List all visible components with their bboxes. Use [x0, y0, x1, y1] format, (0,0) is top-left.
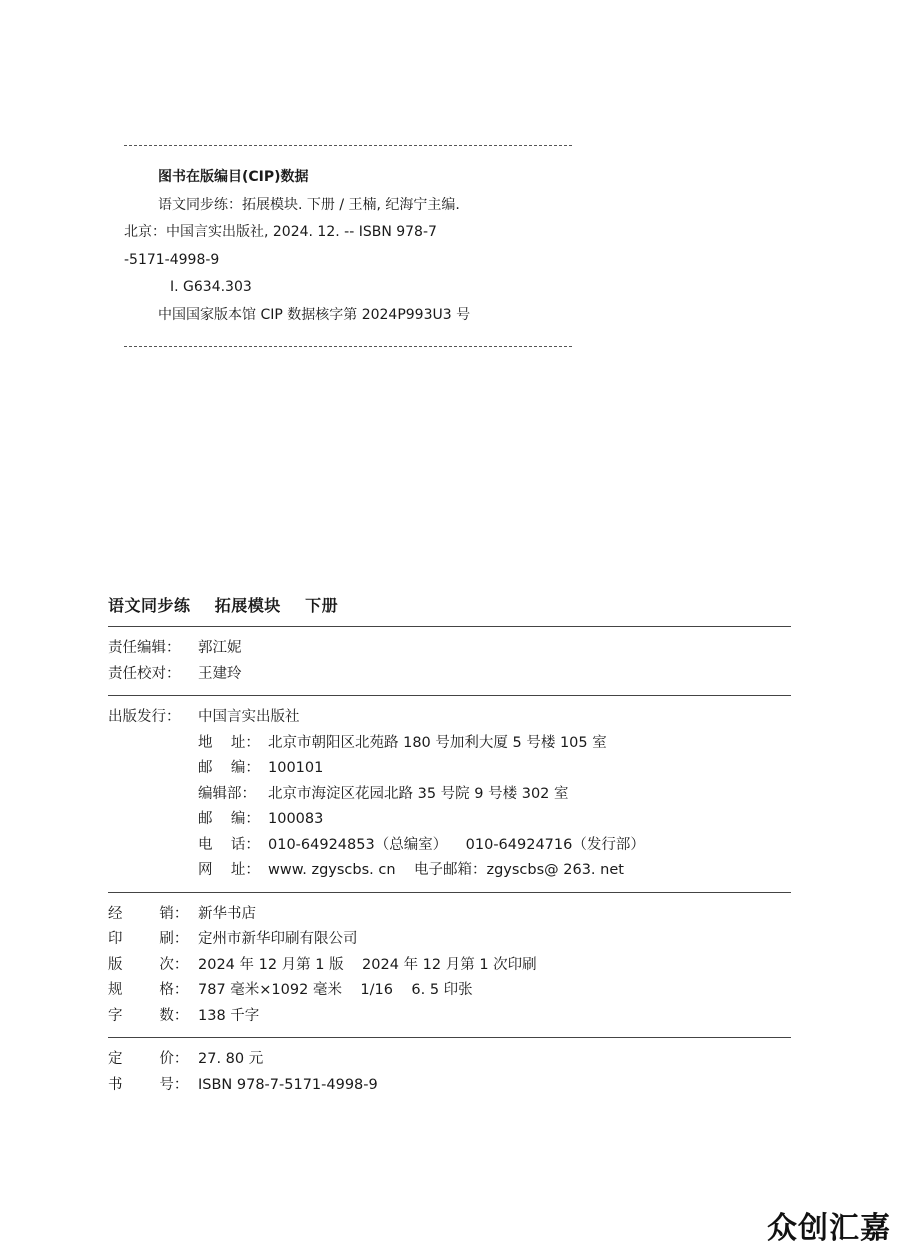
field-value: 138 千字: [198, 1007, 260, 1024]
price-section: [108, 1038, 791, 1106]
field-value: 010-64924853（总编室） 010-64924716（发行部）: [268, 836, 645, 853]
word-count-row: [108, 1004, 791, 1030]
field-value: 100083: [268, 811, 324, 827]
phone-row: [108, 833, 791, 859]
editors-section: [108, 627, 791, 695]
field-value: 北京市朝阳区北苑路 180 号加利大厦 5 号楼 105 室: [268, 734, 607, 751]
field-value: www. zgyscbs. cn 电子邮箱：zgyscbs@ 263. net: [268, 862, 624, 878]
watermark-logo: 众创汇嘉: [767, 1211, 891, 1246]
printer-row: [108, 927, 791, 953]
price-row: [108, 1047, 791, 1073]
field-label: 字 数：: [108, 1007, 189, 1024]
field-label: 网 址：: [198, 862, 260, 878]
field-value: 王建玲: [198, 665, 242, 682]
field-value: 中国言实出版社: [198, 709, 300, 725]
field-label: 印 刷：: [108, 931, 189, 947]
website-row: [108, 858, 791, 884]
postcode-row: [108, 756, 791, 782]
editor-row: [108, 636, 791, 662]
edition-row: [108, 953, 791, 979]
address-row: [108, 731, 791, 757]
field-value: 27. 80 元: [198, 1051, 264, 1067]
field-label: 责任编辑：: [108, 640, 181, 656]
field-label: 责任校对：: [108, 665, 181, 682]
field-label: 邮 编：: [198, 811, 260, 827]
book-title: 语文同步练 拓展模块 下册: [108, 596, 339, 615]
field-label: 电 话：: [198, 836, 260, 853]
cip-line-classification: Ⅰ. G634.303: [170, 279, 252, 295]
field-value: 787 毫米×1092 毫米 1/16 6. 5 印张: [198, 982, 473, 998]
cip-block: [124, 145, 572, 347]
field-value: 新华书店: [198, 905, 256, 922]
field-label: 地 址：: [198, 734, 260, 751]
field-label: 出版发行：: [108, 709, 181, 725]
colophon: [108, 594, 791, 1106]
field-value: 2024 年 12 月第 1 版 2024 年 12 月第 1 次印刷: [198, 956, 537, 973]
field-label: 经 销：: [108, 905, 189, 922]
cip-line-title: 语文同步练：拓展模块. 下册 / 王楠, 纪海宁主编.: [158, 196, 460, 213]
field-value: 北京市海淀区花园北路 35 号院 9 号楼 302 室: [268, 785, 569, 802]
field-label: 版 次：: [108, 956, 189, 973]
field-label: 编辑部：: [198, 785, 256, 802]
cip-line-record-number: 中国国家版本馆 CIP 数据核字第 2024P993U3 号: [158, 306, 471, 323]
production-section: [108, 893, 791, 1038]
cip-heading: 图书在版编目(CIP)数据: [158, 169, 309, 185]
field-value: 郭江妮: [198, 640, 242, 656]
distributor-row: [108, 902, 791, 928]
field-value: ISBN 978-7-5171-4998-9: [198, 1076, 378, 1093]
field-label: 邮 编：: [198, 760, 260, 776]
cip-line-isbn-cont: -5171-4998-9: [124, 251, 220, 268]
field-label: 书 号：: [108, 1076, 189, 1093]
publisher-section: [108, 696, 791, 892]
proofreader-row: [108, 662, 791, 688]
field-label: 定 价：: [108, 1051, 189, 1067]
field-value: 定州市新华印刷有限公司: [198, 931, 358, 947]
postcode-row: [108, 807, 791, 833]
field-label: 规 格：: [108, 982, 189, 998]
cip-line-publisher: 北京：中国言实出版社, 2024. 12. -- ISBN 978-7: [124, 224, 437, 240]
format-row: [108, 978, 791, 1004]
isbn-row: [108, 1073, 791, 1099]
publisher-row: [108, 705, 791, 731]
editorial-dept-row: [108, 782, 791, 808]
cip-bottom-divider: [124, 346, 572, 347]
field-value: 100101: [268, 760, 324, 776]
